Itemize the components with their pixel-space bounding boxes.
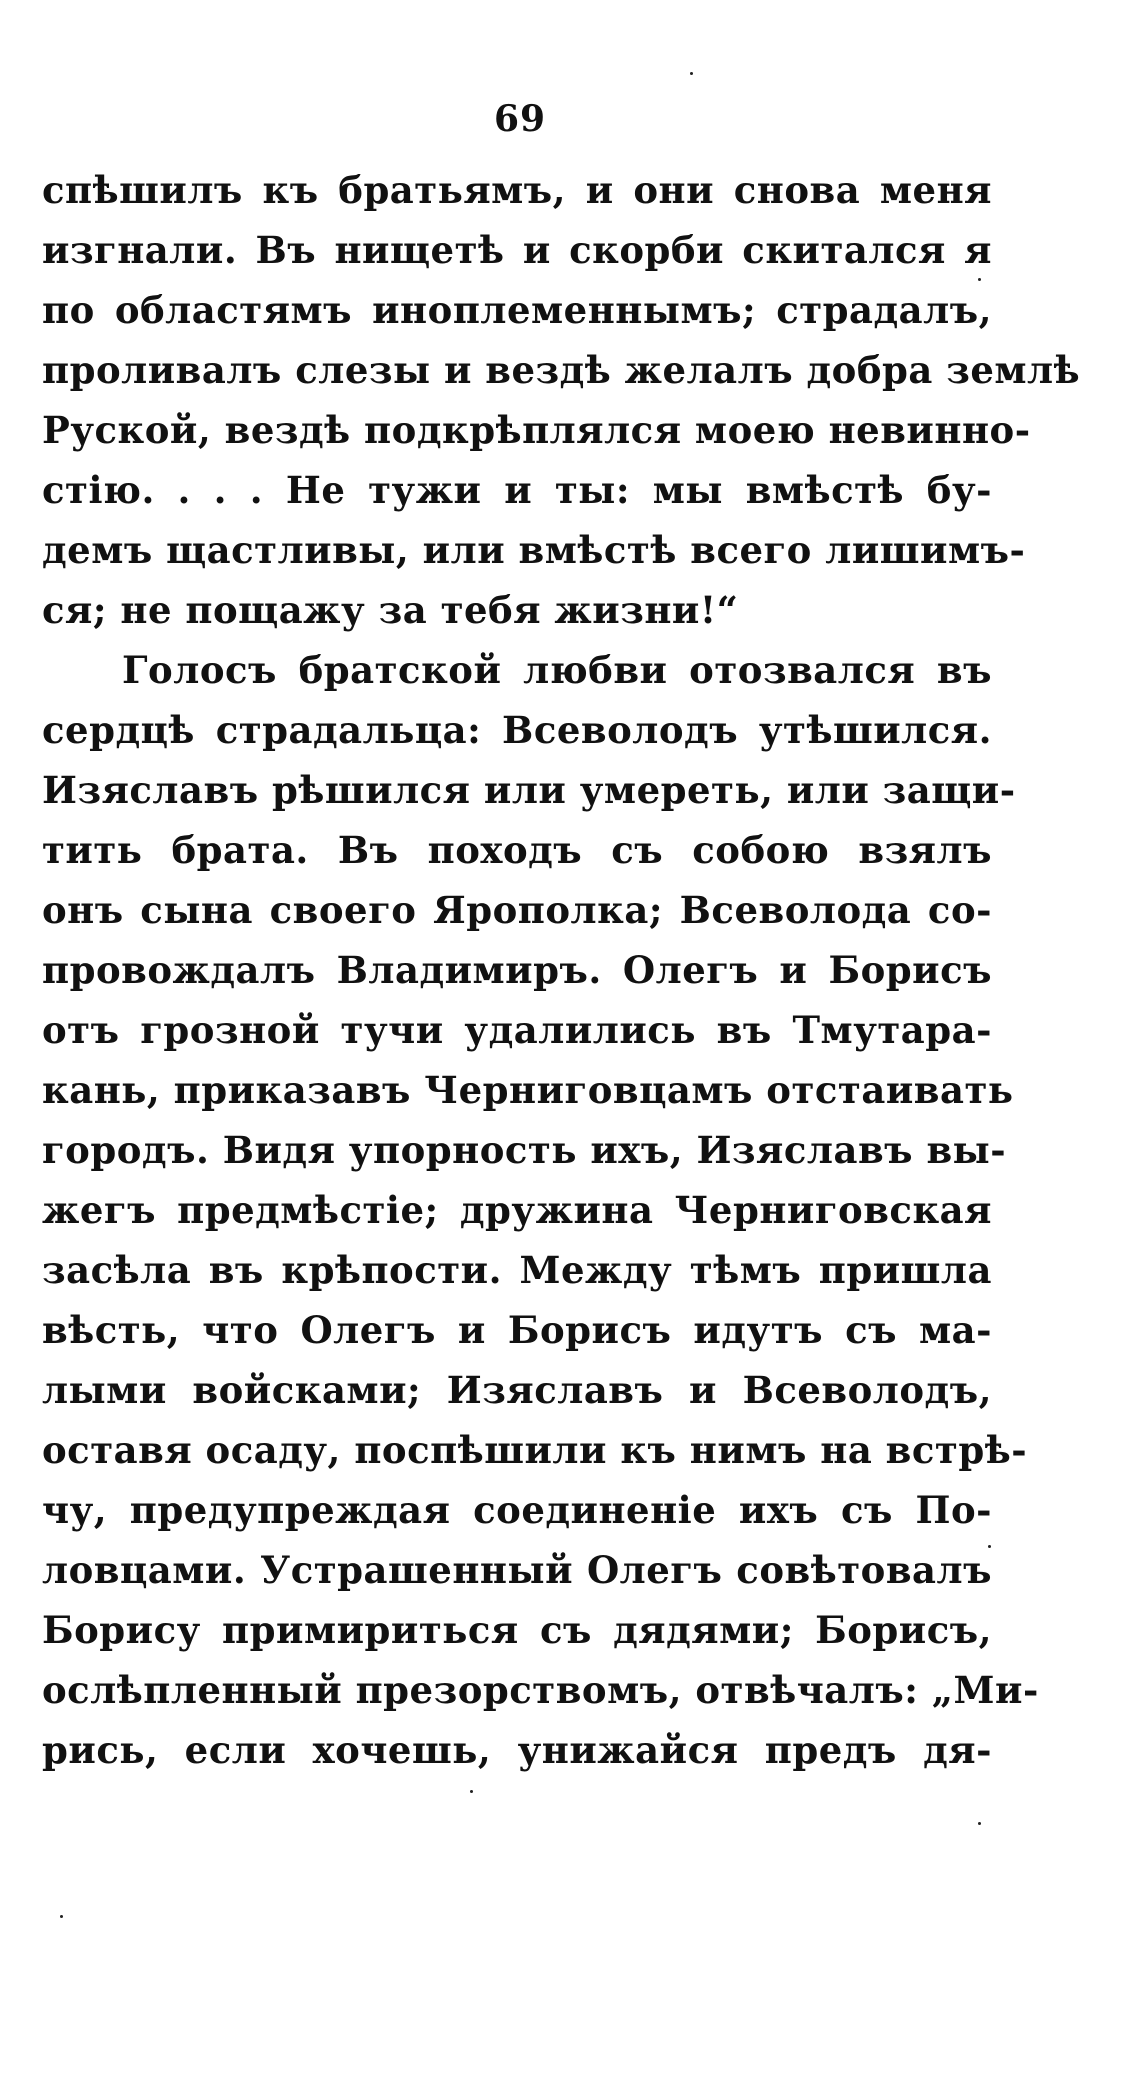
text-line: ся; не пощажу за тебя жизни!“ — [42, 588, 739, 632]
text-line: проливалъ слезы и вездѣ желалъ добра землѣ — [42, 348, 1081, 392]
text-line: спѣшилъ къ братьямъ, и они снова меня — [42, 168, 992, 212]
text-line: Голосъ братской любви отозвался въ — [122, 648, 992, 692]
scan-speck — [978, 278, 981, 281]
text-line: лыми войсками; Изяславъ и Всеволодъ, — [42, 1368, 992, 1412]
text-line: оставя осаду, поспѣшили къ нимъ на встрѣ- — [42, 1428, 1028, 1472]
text-line: городъ. Видя упорность ихъ, Изяславъ вы- — [42, 1128, 1007, 1172]
text-line: рись, если хочешь, унижайся предъ дя- — [42, 1728, 992, 1772]
text-line: чу, предупреждая соединеніе ихъ съ По- — [42, 1488, 992, 1532]
text-line: демъ щастливы, или вмѣстѣ всего лишимъ- — [42, 528, 1026, 572]
page-number: 69 — [493, 98, 547, 140]
text-line: стію. . . . Не тужи и ты: мы вмѣстѣ бу- — [42, 468, 992, 512]
scan-speck — [690, 72, 693, 75]
text-line: провождалъ Владимиръ. Олегъ и Борисъ — [42, 948, 992, 992]
text-line: ловцами. Устрашенный Олегъ совѣтовалъ — [42, 1548, 992, 1592]
scan-speck — [978, 1822, 981, 1825]
text-line: Изяславъ рѣшился или умереть, или защи- — [42, 768, 1016, 812]
text-line: ослѣпленный презорствомъ, отвѣчалъ: „Ми- — [42, 1668, 1039, 1712]
text-line: кань, приказавъ Черниговцамъ отстаивать — [42, 1068, 1014, 1112]
text-line: изгнали. Въ нищетѣ и скорби скитался я — [42, 228, 992, 272]
text-line: отъ грозной тучи удалились въ Тмутара- — [42, 1008, 992, 1052]
text-line: Борису примириться съ дядями; Борисъ, — [42, 1608, 992, 1652]
text-line: тить брата. Въ походъ съ собою взялъ — [42, 828, 992, 872]
text-line: сердцѣ страдальца: Всеволодъ утѣшился. — [42, 708, 992, 752]
text-line: онъ сына своего Ярополка; Всеволода со- — [42, 888, 992, 932]
body-text — [42, 160, 1081, 1780]
scan-speck — [470, 1790, 473, 1793]
scan-speck — [60, 1915, 63, 1918]
scan-speck — [988, 1545, 991, 1548]
text-line: вѣсть, что Олегъ и Борисъ идутъ съ ма- — [42, 1308, 992, 1352]
text-line: жегъ предмѣстіе; дружина Черниговская — [42, 1188, 992, 1232]
text-line: засѣла въ крѣпости. Между тѣмъ пришла — [42, 1248, 992, 1292]
text-line: по областямъ иноплеменнымъ; страдалъ, — [42, 288, 992, 332]
text-line: Руской, вездѣ подкрѣплялся моею невинно- — [42, 408, 1031, 452]
